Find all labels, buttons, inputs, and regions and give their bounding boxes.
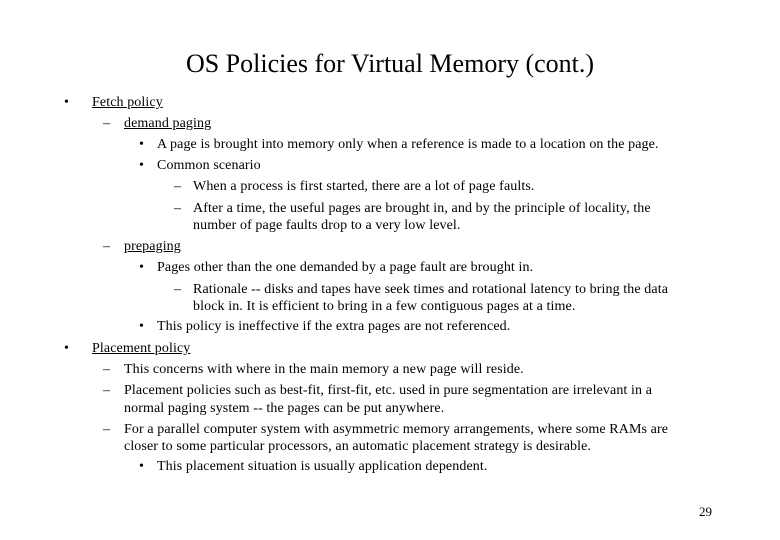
bullet-marker: • bbox=[139, 158, 145, 173]
dash-marker: – bbox=[174, 282, 182, 297]
dash-marker: – bbox=[174, 201, 182, 216]
scenario-subpoint-1: When a process is first started, there are a lot of page faults. bbox=[193, 179, 535, 194]
placement-item-2-line-1: Placement policies such as best-fit, first-fit, etc. used in pure segmentation are irrelevant in a bbox=[124, 383, 653, 398]
page-number: 29 bbox=[699, 504, 712, 519]
bullet-marker: • bbox=[139, 459, 145, 474]
demand-paging-point-2: Common scenario bbox=[157, 158, 261, 173]
prepaging-heading: prepaging bbox=[124, 239, 181, 254]
placement-item-3-line-1: For a parallel computer system with asymmetric memory arrangements, where some RAMs are bbox=[124, 422, 669, 437]
demand-paging-heading: demand paging bbox=[124, 116, 212, 131]
placement-item-3-subpoint: This placement situation is usually application dependent. bbox=[157, 459, 488, 474]
dash-marker: – bbox=[103, 422, 111, 437]
prepaging-point-1: Pages other than the one demanded by a page fault are brought in. bbox=[157, 260, 534, 275]
dash-marker: – bbox=[103, 362, 111, 377]
demand-paging-point-1: A page is brought into memory only when a reference is made to a location on the page. bbox=[157, 137, 659, 152]
bullet-marker: • bbox=[139, 137, 145, 152]
placement-item-1: This concerns with where in the main memory a new page will reside. bbox=[124, 362, 524, 377]
slide-title: OS Policies for Virtual Memory (cont.) bbox=[185, 49, 595, 78]
rationale-line-1: Rationale -- disks and tapes have seek times and rotational latency to bring the data bbox=[193, 282, 669, 297]
fetch-policy-heading: Fetch policy bbox=[92, 95, 163, 110]
placement-policy-heading: Placement policy bbox=[92, 341, 191, 356]
bullet-marker: • bbox=[64, 95, 70, 110]
scenario-subpoint-2-line-1: After a time, the useful pages are brought in, and by the principle of locality, the bbox=[193, 201, 651, 216]
scenario-subpoint-2-line-2: number of page faults drop to a very low level. bbox=[193, 218, 461, 233]
placement-item-2-line-2: normal paging system -- the pages can be put anywhere. bbox=[124, 401, 445, 416]
bullet-marker: • bbox=[139, 260, 145, 275]
bullet-marker: • bbox=[64, 341, 70, 356]
dash-marker: – bbox=[103, 239, 111, 254]
prepaging-point-2: This policy is ineffective if the extra pages are not referenced. bbox=[157, 319, 511, 334]
dash-marker: – bbox=[103, 383, 111, 398]
rationale-line-2: block in. It is efficient to bring in a few contiguous pages at a time. bbox=[193, 299, 576, 314]
placement-item-3-line-2: closer to some particular processors, an automatic placement strategy is desirable. bbox=[124, 439, 592, 454]
bullet-marker: • bbox=[139, 319, 145, 334]
dash-marker: – bbox=[103, 116, 111, 131]
dash-marker: – bbox=[174, 179, 182, 194]
